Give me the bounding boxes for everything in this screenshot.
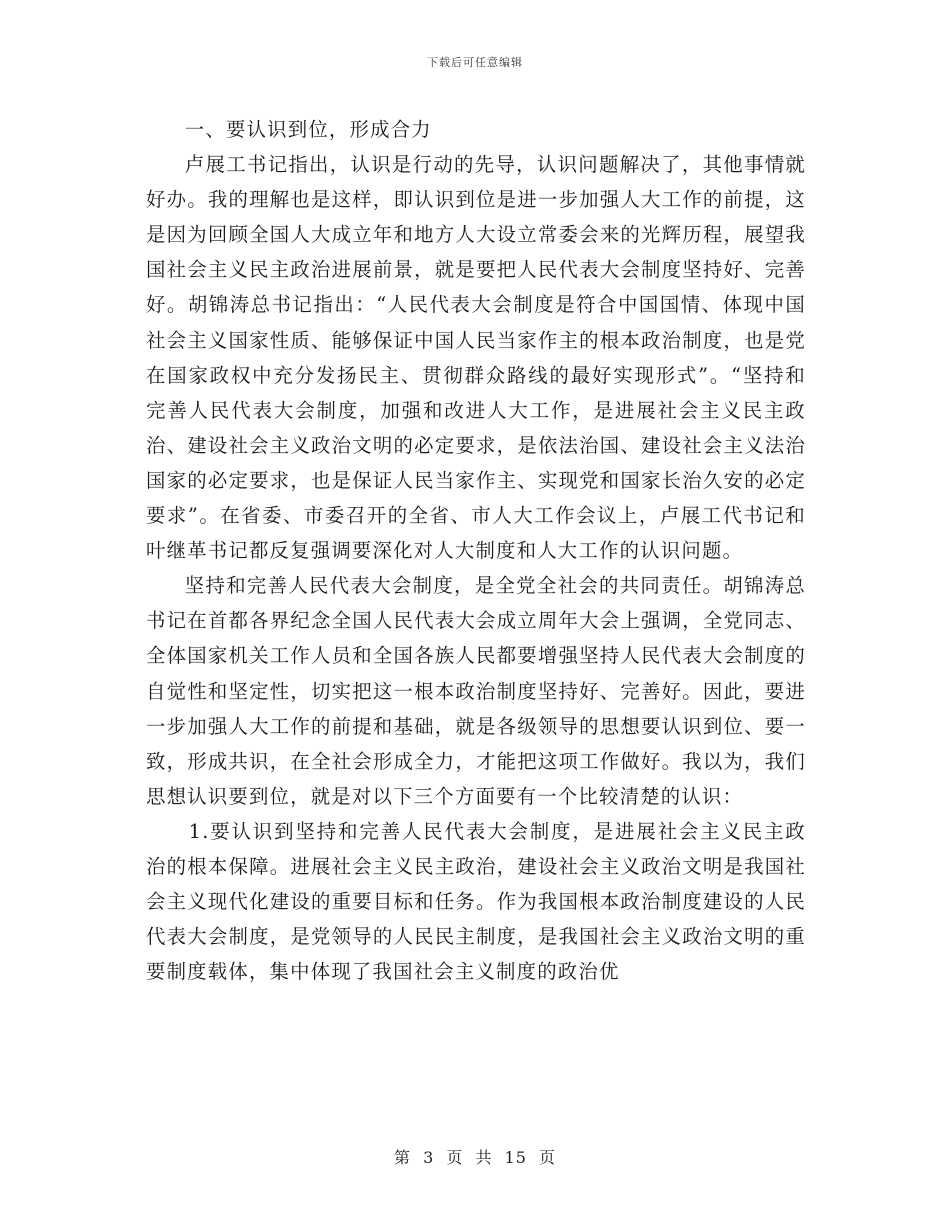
header-note: 下载后可任意编辑: [427, 56, 523, 69]
paragraph-1: 卢展工书记指出，认识是行动的先导，认识问题解决了，其他事情就好办。我的理解也是这样，即认识到位是进一步加强人大工作的前提，这是因为回顾全国人大成立年和地方人大设立常委会来的光辉历程，展望我国社会主义民主政治进展前景，就是要把人民代表大会制度坚持好、完善好。胡锦涛总书记指出：“人民代表大会制度是符合中国国情、体现中国社会主义国家性质、能够保证中国人民当家作主的根本政治制度，也是党在国家政权中充分发扬民主、贯彻群众路线的最好实现形式”。“坚持和完善人民代表大会制度，加强和改进人大工作，是进展社会主义民主政治、建设社会主义政治文明的必定要求，是依法治国、建设社会主义法治国家的必定要求，也是保证人民当家作主、实现党和国家长治久安的必定要求”。在省委、市委召开的全省、市人大工作会议上，卢展工代书记和叶继革书记都反复强调要深化对人大制度和人大工作的认识问题。: [146, 153, 806, 563]
paragraph-3: 1.要认识到坚持和完善人民代表大会制度，是进展社会主义民主政治的根本保障。进展社会主义民主政治，建设社会主义政治文明是我国社会主义现代化建设的重要目标和任务。作为我国根本政治制度建设的人民代表大会制度，是党领导的人民民主制度，是我国社会主义政治文明的重要制度载体，集中体现了我国社会主义制度的政治优: [146, 819, 806, 984]
document-body: [146, 112, 806, 989]
page-footer: 第 3 页 共 15 页: [394, 1148, 556, 1167]
paragraph-2: 坚持和完善人民代表大会制度，是全党全社会的共同责任。胡锦涛总书记在首都各界纪念全国人民代表大会成立周年大会上强调，全党同志、全体国家机关工作人员和全国各族人民都要增强坚持人民代表大会制度的自觉性和坚定性，切实把这一根本政治制度坚持好、完善好。因此，要进一步加强人大工作的前提和基础，就是各级领导的思想要认识到位、要一致，形成共识，在全社会形成全力，才能把这项工作做好。我以为，我们思想认识要到位，就是对以下三个方面要有一个比较清楚的认识：: [146, 574, 806, 808]
section-heading: 一、要认识到位，形成合力: [184, 118, 432, 141]
